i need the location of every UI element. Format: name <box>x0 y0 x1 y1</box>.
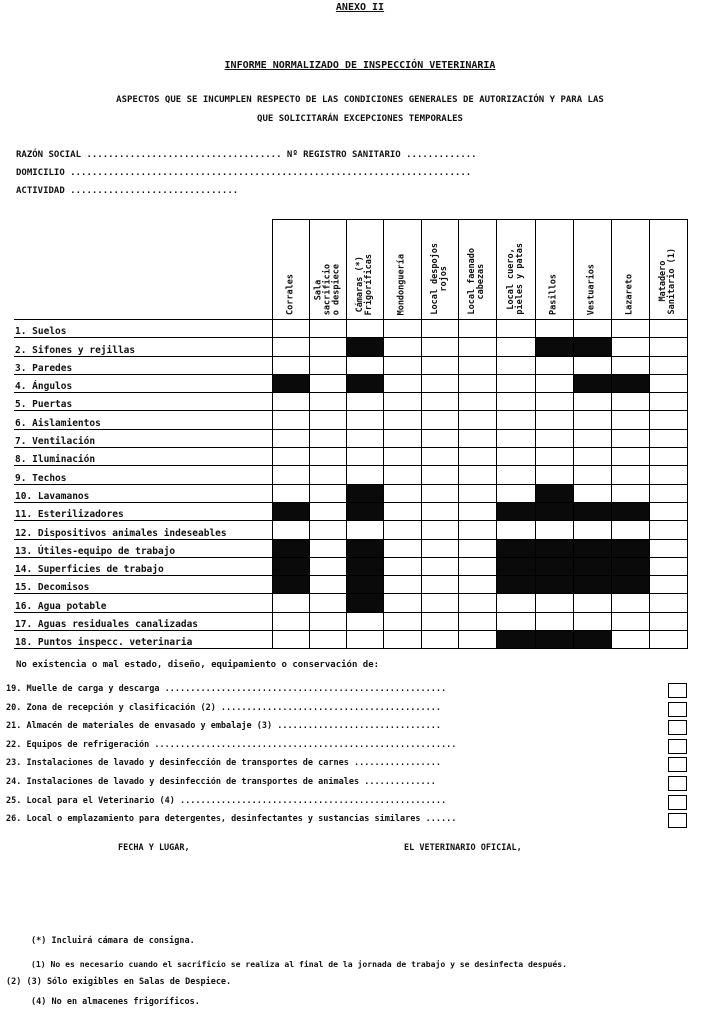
marked-cell[interactable] <box>496 576 535 594</box>
column-header-label: Matadero Sanitario (1) <box>658 248 677 315</box>
grid-cell[interactable] <box>649 631 687 649</box>
marked-cell[interactable] <box>535 631 573 649</box>
checklist-item-label: 19. Muelle de carga y descarga ....................................................... <box>6 684 447 694</box>
checklist-checkbox[interactable] <box>668 776 687 791</box>
grid-cell[interactable] <box>649 448 687 466</box>
subtitle-line1: ASPECTOS QUE SE INCUMPLEN RESPECTO DE LAS CONDICIONES GENERALES DE AUTORIZACIÓN Y PARA LAS <box>116 95 604 105</box>
marked-cell[interactable] <box>346 502 383 520</box>
grid-cell[interactable] <box>383 466 421 484</box>
grid-cell[interactable] <box>421 320 458 338</box>
row-label: 6. Aislamientos <box>14 411 272 429</box>
checklist-checkbox[interactable] <box>668 683 687 698</box>
grid-cell[interactable] <box>346 448 383 466</box>
grid-cell[interactable] <box>535 448 573 466</box>
table-row <box>14 411 687 429</box>
grid-cell[interactable] <box>649 576 687 594</box>
marked-cell[interactable] <box>272 576 309 594</box>
grid-cell[interactable] <box>309 484 346 502</box>
razon-social-field[interactable]: RAZÓN SOCIAL .................................... Nº REGISTRO SANITARIO ............. <box>16 150 477 160</box>
marked-cell[interactable] <box>535 338 573 356</box>
grid-cell[interactable] <box>309 338 346 356</box>
table-row <box>14 448 687 466</box>
grid-cell[interactable] <box>309 502 346 520</box>
grid-cell[interactable] <box>383 612 421 630</box>
column-header-label: Cámaras (*) Frigoríficas <box>354 253 374 315</box>
grid-cell[interactable] <box>383 576 421 594</box>
grid-cell[interactable] <box>383 521 421 539</box>
grid-cell[interactable] <box>309 429 346 447</box>
grid-cell[interactable] <box>611 411 649 429</box>
row-label: 9. Techos <box>14 466 272 484</box>
grid-cell[interactable] <box>458 320 496 338</box>
row-label: 17. Aguas residuales canalizadas <box>14 612 272 630</box>
grid-cell[interactable] <box>458 411 496 429</box>
inspection-grid <box>14 219 688 649</box>
table-row <box>14 466 687 484</box>
column-header-label: Local cuero, pieles y patas <box>505 243 525 315</box>
table-row <box>14 502 687 520</box>
grid-cell[interactable] <box>421 594 458 612</box>
grid-cell[interactable] <box>573 448 611 466</box>
grid-cell[interactable] <box>383 320 421 338</box>
row-label: 7. Ventilación <box>14 429 272 447</box>
grid-cell[interactable] <box>458 429 496 447</box>
table-row <box>14 429 687 447</box>
marked-cell[interactable] <box>573 631 611 649</box>
column-header <box>383 220 421 320</box>
grid-cell[interactable] <box>649 594 687 612</box>
grid-cell[interactable] <box>611 338 649 356</box>
grid-cell[interactable] <box>573 466 611 484</box>
grid-cell[interactable] <box>535 612 573 630</box>
grid-cell[interactable] <box>649 429 687 447</box>
grid-cell[interactable] <box>496 448 535 466</box>
table-row <box>14 557 687 575</box>
marked-cell[interactable] <box>611 374 649 392</box>
row-label: 18. Puntos inspecc. veterinaria <box>14 631 272 649</box>
grid-cell[interactable] <box>611 612 649 630</box>
grid-cell[interactable] <box>421 539 458 557</box>
table-row <box>14 631 687 649</box>
grid-cell[interactable] <box>496 612 535 630</box>
table-row <box>14 484 687 502</box>
grid-cell[interactable] <box>309 557 346 575</box>
grid-cell[interactable] <box>496 411 535 429</box>
grid-cell[interactable] <box>458 521 496 539</box>
column-header-label: Lazareto <box>624 274 635 315</box>
grid-cell[interactable] <box>649 393 687 411</box>
marked-cell[interactable] <box>573 557 611 575</box>
grid-cell[interactable] <box>421 502 458 520</box>
column-header-label: Sala sacrificio o despiece <box>313 263 341 315</box>
grid-cell[interactable] <box>535 320 573 338</box>
grid-cell[interactable] <box>383 502 421 520</box>
row-label: 15. Decomisos <box>14 576 272 594</box>
table-row <box>14 576 687 594</box>
grid-cell[interactable] <box>309 631 346 649</box>
actividad-field[interactable]: ACTIVIDAD ............................... <box>16 186 239 196</box>
table-row <box>14 539 687 557</box>
grid-cell[interactable] <box>611 466 649 484</box>
grid-cell[interactable] <box>535 374 573 392</box>
signature-date-place: FECHA Y LUGAR, <box>118 843 190 853</box>
marked-cell[interactable] <box>573 502 611 520</box>
grid-cell[interactable] <box>272 320 309 338</box>
grid-cell[interactable] <box>383 411 421 429</box>
grid-cell[interactable] <box>573 594 611 612</box>
report-title: INFORME NORMALIZADO DE INSPECCIÓN VETERINARIA <box>224 60 496 71</box>
grid-cell[interactable] <box>421 338 458 356</box>
grid-cell[interactable] <box>421 521 458 539</box>
annex-title: ANEXO II <box>335 2 385 13</box>
column-header <box>309 220 346 320</box>
grid-cell[interactable] <box>573 393 611 411</box>
grid-cell[interactable] <box>535 393 573 411</box>
grid-cell[interactable] <box>496 374 535 392</box>
grid-cell[interactable] <box>458 594 496 612</box>
row-label: 5. Puertas <box>14 393 272 411</box>
grid-cell[interactable] <box>611 594 649 612</box>
table-row <box>14 612 687 630</box>
grid-cell[interactable] <box>383 594 421 612</box>
grid-cell[interactable] <box>309 393 346 411</box>
marked-cell[interactable] <box>611 557 649 575</box>
grid-cell[interactable] <box>383 557 421 575</box>
grid-cell[interactable] <box>346 320 383 338</box>
grid-cell[interactable] <box>458 576 496 594</box>
column-header <box>573 220 611 320</box>
grid-cell[interactable] <box>346 466 383 484</box>
grid-cell[interactable] <box>649 484 687 502</box>
column-header-label: Local despojos rojos <box>429 243 449 315</box>
marked-cell[interactable] <box>272 539 309 557</box>
grid-cell[interactable] <box>421 374 458 392</box>
grid-cell[interactable] <box>611 631 649 649</box>
marked-cell[interactable] <box>346 576 383 594</box>
grid-cell[interactable] <box>496 320 535 338</box>
grid-cell[interactable] <box>383 338 421 356</box>
grid-cell[interactable] <box>458 448 496 466</box>
grid-cell[interactable] <box>421 576 458 594</box>
row-label: 4. Ángulos <box>14 374 272 392</box>
grid-cell[interactable] <box>309 356 346 374</box>
marked-cell[interactable] <box>535 539 573 557</box>
footnote-4: (4) No en almacenes frigoríficos. <box>31 997 200 1007</box>
grid-cell[interactable] <box>421 557 458 575</box>
column-header <box>346 220 383 320</box>
marked-cell[interactable] <box>346 374 383 392</box>
grid-cell[interactable] <box>496 466 535 484</box>
checklist-checkbox[interactable] <box>668 757 687 772</box>
table-row <box>14 393 687 411</box>
grid-cell[interactable] <box>421 466 458 484</box>
marked-cell[interactable] <box>611 502 649 520</box>
grid-cell[interactable] <box>421 429 458 447</box>
marked-cell[interactable] <box>573 539 611 557</box>
grid-cell[interactable] <box>496 393 535 411</box>
grid-cell[interactable] <box>421 612 458 630</box>
marked-cell[interactable] <box>573 576 611 594</box>
grid-cell[interactable] <box>272 429 309 447</box>
grid-cell[interactable] <box>383 356 421 374</box>
grid-cell[interactable] <box>272 356 309 374</box>
marked-cell[interactable] <box>272 502 309 520</box>
table-row <box>14 521 687 539</box>
marked-cell[interactable] <box>496 557 535 575</box>
row-label: 16. Agua potable <box>14 594 272 612</box>
grid-cell[interactable] <box>611 429 649 447</box>
grid-cell[interactable] <box>458 557 496 575</box>
domicilio-field[interactable]: DOMICILIO .......................................................................... <box>16 168 472 178</box>
column-header-label: Corrales <box>285 274 295 315</box>
grid-cell[interactable] <box>573 411 611 429</box>
grid-cell[interactable] <box>346 429 383 447</box>
row-label: 1. Suelos <box>14 320 272 338</box>
marked-cell[interactable] <box>573 374 611 392</box>
marked-cell[interactable] <box>535 557 573 575</box>
grid-cell[interactable] <box>458 393 496 411</box>
marked-cell[interactable] <box>272 557 309 575</box>
column-header <box>421 220 458 320</box>
column-header-label: Vestuarios <box>586 263 597 315</box>
grid-cell[interactable] <box>272 338 309 356</box>
footnote-2-3: (2) (3) Sólo exigibles en Salas de Despiece. <box>6 977 232 987</box>
grid-cell[interactable] <box>649 466 687 484</box>
grid-cell[interactable] <box>346 411 383 429</box>
grid-cell[interactable] <box>649 338 687 356</box>
grid-cell[interactable] <box>309 320 346 338</box>
grid-cell[interactable] <box>496 484 535 502</box>
table-row <box>14 338 687 356</box>
marked-cell[interactable] <box>611 539 649 557</box>
grid-cell[interactable] <box>458 374 496 392</box>
grid-cell[interactable] <box>649 539 687 557</box>
grid-cell[interactable] <box>272 612 309 630</box>
grid-cell[interactable] <box>649 374 687 392</box>
grid-cell[interactable] <box>649 502 687 520</box>
checklist-checkbox[interactable] <box>668 702 687 717</box>
grid-cell[interactable] <box>272 631 309 649</box>
column-header-label: Mondonguería <box>396 253 407 315</box>
grid-cell[interactable] <box>649 612 687 630</box>
grid-cell[interactable] <box>611 484 649 502</box>
grid-cell[interactable] <box>346 393 383 411</box>
grid-cell[interactable] <box>383 484 421 502</box>
grid-cell[interactable] <box>383 631 421 649</box>
checklist-checkbox[interactable] <box>668 739 687 754</box>
marked-cell[interactable] <box>496 631 535 649</box>
marked-cell[interactable] <box>346 484 383 502</box>
grid-cell[interactable] <box>496 594 535 612</box>
marked-cell[interactable] <box>611 576 649 594</box>
grid-cell[interactable] <box>573 484 611 502</box>
marked-cell[interactable] <box>496 502 535 520</box>
grid-cell[interactable] <box>649 557 687 575</box>
grid-cell[interactable] <box>535 466 573 484</box>
grid-cell[interactable] <box>272 393 309 411</box>
column-header <box>649 220 687 320</box>
grid-cell[interactable] <box>421 411 458 429</box>
column-header-label: Local faenado cabezas <box>467 248 486 315</box>
table-row <box>14 594 687 612</box>
row-label: 2. Sifones y rejillas <box>14 338 272 356</box>
column-header-label: Pasillos <box>548 274 559 315</box>
column-header <box>496 220 535 320</box>
grid-cell[interactable] <box>458 466 496 484</box>
grid-cell[interactable] <box>272 411 309 429</box>
grid-cell[interactable] <box>535 521 573 539</box>
marked-cell[interactable] <box>496 539 535 557</box>
checklist-item-label: 22. Equipos de refrigeración ........................................................... <box>6 739 457 750</box>
checklist-checkbox[interactable] <box>668 720 687 735</box>
grid-cell[interactable] <box>272 466 309 484</box>
grid-cell[interactable] <box>346 612 383 630</box>
row-label: 3. Paredes <box>14 356 272 374</box>
checklist-item-label: 21. Almacén de materiales de envasado y embalaje (3) ................................ <box>6 721 441 732</box>
grid-cell[interactable] <box>383 393 421 411</box>
grid-cell[interactable] <box>496 429 535 447</box>
grid-cell[interactable] <box>458 484 496 502</box>
grid-cell[interactable] <box>611 320 649 338</box>
grid-cell[interactable] <box>649 356 687 374</box>
grid-cell[interactable] <box>611 448 649 466</box>
grid-cell[interactable] <box>611 521 649 539</box>
signature-veterinarian: EL VETERINARIO OFICIAL, <box>404 843 522 853</box>
grid-cell[interactable] <box>309 411 346 429</box>
grid-cell[interactable] <box>272 484 309 502</box>
grid-cell[interactable] <box>421 356 458 374</box>
grid-cell[interactable] <box>272 594 309 612</box>
marked-cell[interactable] <box>573 338 611 356</box>
grid-cell[interactable] <box>535 411 573 429</box>
grid-cell[interactable] <box>496 521 535 539</box>
table-row <box>14 356 687 374</box>
marked-cell[interactable] <box>535 576 573 594</box>
grid-cell[interactable] <box>383 448 421 466</box>
row-label: 13. Útiles-equipo de trabajo <box>14 539 272 557</box>
section-intro: No existencia o mal estado, diseño, equipamiento o conservación de: <box>16 660 380 670</box>
marked-cell[interactable] <box>346 594 383 612</box>
footnote-1: (1) No es necesario cuando el sacrificio se realiza al final de la jornada de trabajo y se desinfecta después. <box>31 959 568 969</box>
column-header <box>458 220 496 320</box>
table-row <box>14 374 687 392</box>
grid-cell[interactable] <box>421 631 458 649</box>
checklist-checkbox[interactable] <box>668 795 687 810</box>
grid-cell[interactable] <box>272 521 309 539</box>
grid-cell[interactable] <box>458 338 496 356</box>
row-label: 8. Iluminación <box>14 448 272 466</box>
marked-cell[interactable] <box>535 484 573 502</box>
grid-cell[interactable] <box>272 448 309 466</box>
checklist-item-label: 25. Local para el Veterinario (4) .................................................... <box>6 795 447 806</box>
grid-cell[interactable] <box>346 356 383 374</box>
column-header <box>535 220 573 320</box>
grid-cell[interactable] <box>535 429 573 447</box>
grid-corner <box>14 220 272 320</box>
grid-cell[interactable] <box>309 374 346 392</box>
grid-cell[interactable] <box>458 356 496 374</box>
checklist-item-label: 20. Zona de recepción y clasificación (2) ........................................... <box>6 702 441 713</box>
grid-cell[interactable] <box>649 411 687 429</box>
grid-cell[interactable] <box>421 484 458 502</box>
checklist-item-label: 23. Instalaciones de lavado y desinfección de transportes de carnes ................. <box>6 758 441 769</box>
grid-cell[interactable] <box>309 521 346 539</box>
grid-cell[interactable] <box>535 594 573 612</box>
checklist-item-label: 24. Instalaciones de lavado y desinfección de transportes de animales .............. <box>6 777 436 787</box>
grid-cell[interactable] <box>496 356 535 374</box>
grid-cell[interactable] <box>309 594 346 612</box>
marked-cell[interactable] <box>346 338 383 356</box>
grid-cell[interactable] <box>309 539 346 557</box>
grid-cell[interactable] <box>458 612 496 630</box>
row-label: 11. Esterilizadores <box>14 502 272 520</box>
grid-cell[interactable] <box>573 356 611 374</box>
grid-cell[interactable] <box>421 393 458 411</box>
grid-cell[interactable] <box>573 320 611 338</box>
grid-cell[interactable] <box>611 393 649 411</box>
grid-cell[interactable] <box>458 539 496 557</box>
marked-cell[interactable] <box>346 557 383 575</box>
grid-cell[interactable] <box>649 320 687 338</box>
grid-cell[interactable] <box>346 631 383 649</box>
grid-cell[interactable] <box>649 521 687 539</box>
grid-cell[interactable] <box>309 576 346 594</box>
grid-cell[interactable] <box>573 612 611 630</box>
row-label: 12. Dispositivos animales indeseables <box>14 521 272 539</box>
checklist-checkbox[interactable] <box>668 813 687 828</box>
subtitle-line2: QUE SOLICITARÁN EXCEPCIONES TEMPORALES <box>257 114 463 124</box>
marked-cell[interactable] <box>346 539 383 557</box>
grid-cell[interactable] <box>535 356 573 374</box>
grid-cell[interactable] <box>383 429 421 447</box>
grid-cell[interactable] <box>383 539 421 557</box>
column-header <box>272 220 309 320</box>
table-row <box>14 320 687 338</box>
marked-cell[interactable] <box>272 374 309 392</box>
grid-cell[interactable] <box>458 502 496 520</box>
grid-cell[interactable] <box>309 448 346 466</box>
grid-cell[interactable] <box>573 429 611 447</box>
grid-cell[interactable] <box>421 448 458 466</box>
column-header <box>611 220 649 320</box>
checklist-item-label: 26. Local o emplazamiento para detergentes, desinfectantes y sustancias similares ...... <box>6 814 457 825</box>
marked-cell[interactable] <box>535 502 573 520</box>
row-label: 10. Lavamanos <box>14 484 272 502</box>
row-label: 14. Superficies de trabajo <box>14 557 272 575</box>
grid-cell[interactable] <box>611 356 649 374</box>
grid-cell[interactable] <box>346 521 383 539</box>
grid-cell[interactable] <box>573 521 611 539</box>
grid-cell[interactable] <box>309 612 346 630</box>
grid-cell[interactable] <box>496 338 535 356</box>
grid-cell[interactable] <box>383 374 421 392</box>
footnote-star: (*) Incluirá cámara de consigna. <box>31 936 195 946</box>
grid-cell[interactable] <box>458 631 496 649</box>
grid-cell[interactable] <box>309 466 346 484</box>
